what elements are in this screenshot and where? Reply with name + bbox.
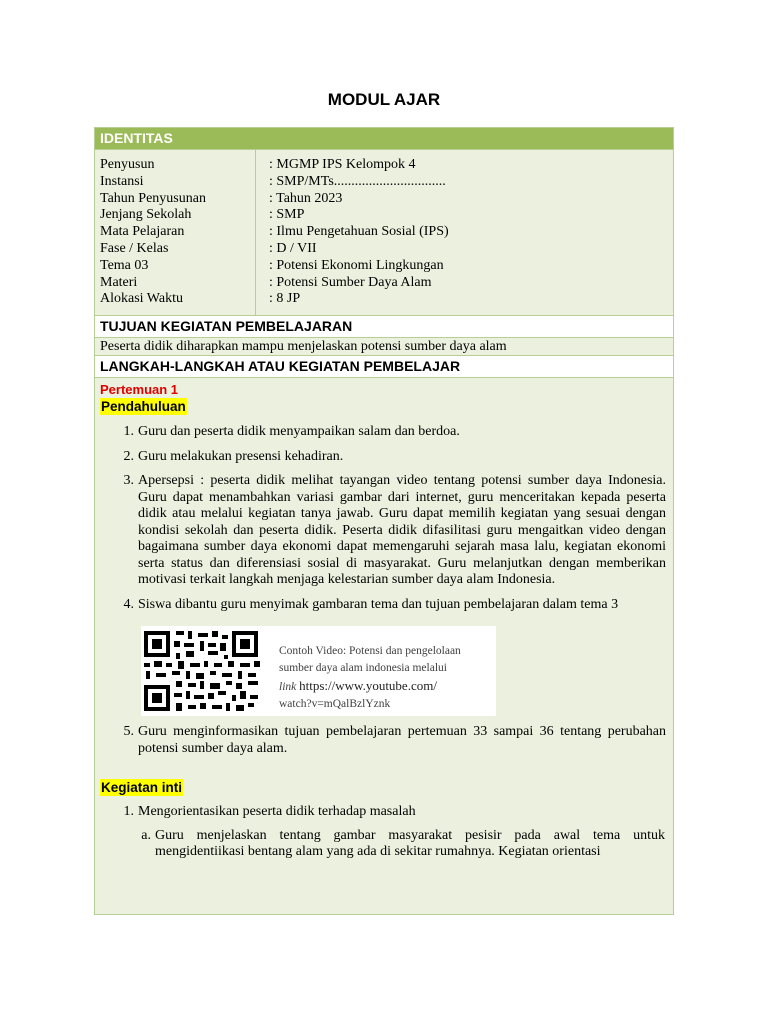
list-item: [100, 449, 668, 466]
identitas-value: : D / VII: [269, 240, 317, 256]
sub-list-text: Guru menjelaskan tentang gambar masyarakat pesisir pada awal tema untuk mengidentiikasi bentang alam yang ada di sekitar rumahnya. Kegiatan orientasi: [155, 827, 665, 859]
langkah-content: [95, 378, 673, 861]
identitas-value: : Potensi Sumber Daya Alam: [269, 274, 432, 290]
list-text: Mengorientasikan peserta didik terhadap masalah: [138, 804, 416, 819]
list-number: 1.: [123, 424, 134, 439]
list-item: [100, 804, 668, 821]
identitas-label: Penyusun: [100, 157, 155, 172]
identitas-label: Tema 03: [100, 257, 149, 273]
video-caption-line: Contoh Video: Potensi dan pengelolaan: [279, 645, 461, 657]
identitas-header: IDENTITAS: [95, 128, 673, 150]
identitas-value: : Potensi Ekonomi Lingkungan: [269, 257, 444, 273]
identitas-value: : SMP: [269, 207, 305, 223]
pendahuluan-heading: Pendahuluan: [101, 399, 186, 414]
list-item: [100, 473, 668, 589]
sub-list-letter: a.: [141, 827, 151, 843]
list-number: 2.: [123, 448, 134, 464]
tujuan-body: Peserta didik diharapkan mampu menjelaskan potensi sumber daya alam: [95, 338, 673, 356]
identitas-value: : 8 JP: [269, 291, 301, 307]
video-link-label: link: [279, 681, 297, 693]
tujuan-header: TUJUAN KEGIATAN PEMBELAJARAN: [95, 316, 673, 338]
list-text: Siswa dibantu guru menyimak gambaran tema dan tujuan pembelajaran dalam tema 3: [138, 596, 619, 612]
identitas-value: : SMP/MTs................................: [269, 173, 446, 189]
identitas-label: Alokasi Waktu: [100, 291, 183, 307]
list-number: 3.: [123, 473, 134, 488]
identitas-label: Materi: [100, 274, 138, 290]
video-link-url-cont[interactable]: watch?v=mQalBzlYznk: [279, 698, 391, 710]
module-table: [94, 127, 674, 915]
list-number: 4.: [123, 596, 134, 612]
identitas-label: Mata Pelajaran: [100, 224, 185, 240]
identitas-label: Instansi: [100, 173, 144, 189]
list-text: Apersepsi : peserta didik melihat tayangan video tentang potensi sumber daya Indonesia. Guru dapat menambahkan variasi gambar dari internet, guru menceritakan kepada peserta didik atau melalui kegiatan tanya jawab. Guru dapat memilih kegiatan yang sesuai dengan kondisi sekolah dan peserta didik. Peserta didik difasilitasi guru mengaitkan video dengan bagaimana sumber daya ekonomi dapat memengaruhi sejarah masa lalu, kegiatan ekonomi serta status dan diferensiasi sosial di masyarakat. Guru melanjutkan dengan memberikan motivasi terkait langkah menjaga kelestarian sumber daya alam Indonesia.: [138, 473, 666, 587]
video-qr-card[interactable]: [141, 626, 496, 716]
qr-code-icon[interactable]: [142, 629, 262, 713]
identitas-value: : MGMP IPS Kelompok 4: [269, 157, 416, 172]
list-text: Guru melakukan presensi kehadiran.: [138, 448, 344, 464]
identitas-label: Jenjang Sekolah: [100, 207, 192, 223]
video-link-url[interactable]: https://www.youtube.com/: [299, 678, 437, 693]
identitas-labels: [95, 150, 256, 315]
kegiatan-inti-heading: Kegiatan inti: [101, 780, 183, 795]
identitas-value: : Tahun 2023: [269, 190, 343, 206]
video-caption: [279, 643, 461, 713]
pertemuan-label: Pertemuan 1: [100, 382, 179, 397]
page-title: MODUL AJAR: [327, 90, 441, 109]
identitas-table: [95, 150, 673, 316]
video-caption-line: sumber daya alam indonesia melalui: [279, 662, 447, 674]
list-item: [100, 424, 668, 441]
list-item: [100, 597, 668, 614]
langkah-header: LANGKAH-LANGKAH ATAU KEGIATAN PEMBELAJAR: [95, 356, 673, 378]
list-text: Guru menginformasikan tujuan pembelajaran pertemuan 33 sampai 36 tentang perubahan potensi sumber daya alam.: [138, 724, 666, 756]
identitas-label: Tahun Penyusunan: [100, 190, 206, 206]
list-item: [100, 724, 668, 757]
identitas-label: Fase / Kelas: [100, 240, 169, 256]
list-number: 1.: [123, 804, 134, 819]
list-number: 5.: [123, 724, 134, 739]
identitas-value: : Ilmu Pengetahuan Sosial (IPS): [269, 224, 449, 240]
list-text: Guru dan peserta didik menyampaikan salam dan berdoa.: [138, 424, 460, 439]
identitas-values: [256, 150, 673, 315]
sub-list-item: [100, 828, 668, 861]
